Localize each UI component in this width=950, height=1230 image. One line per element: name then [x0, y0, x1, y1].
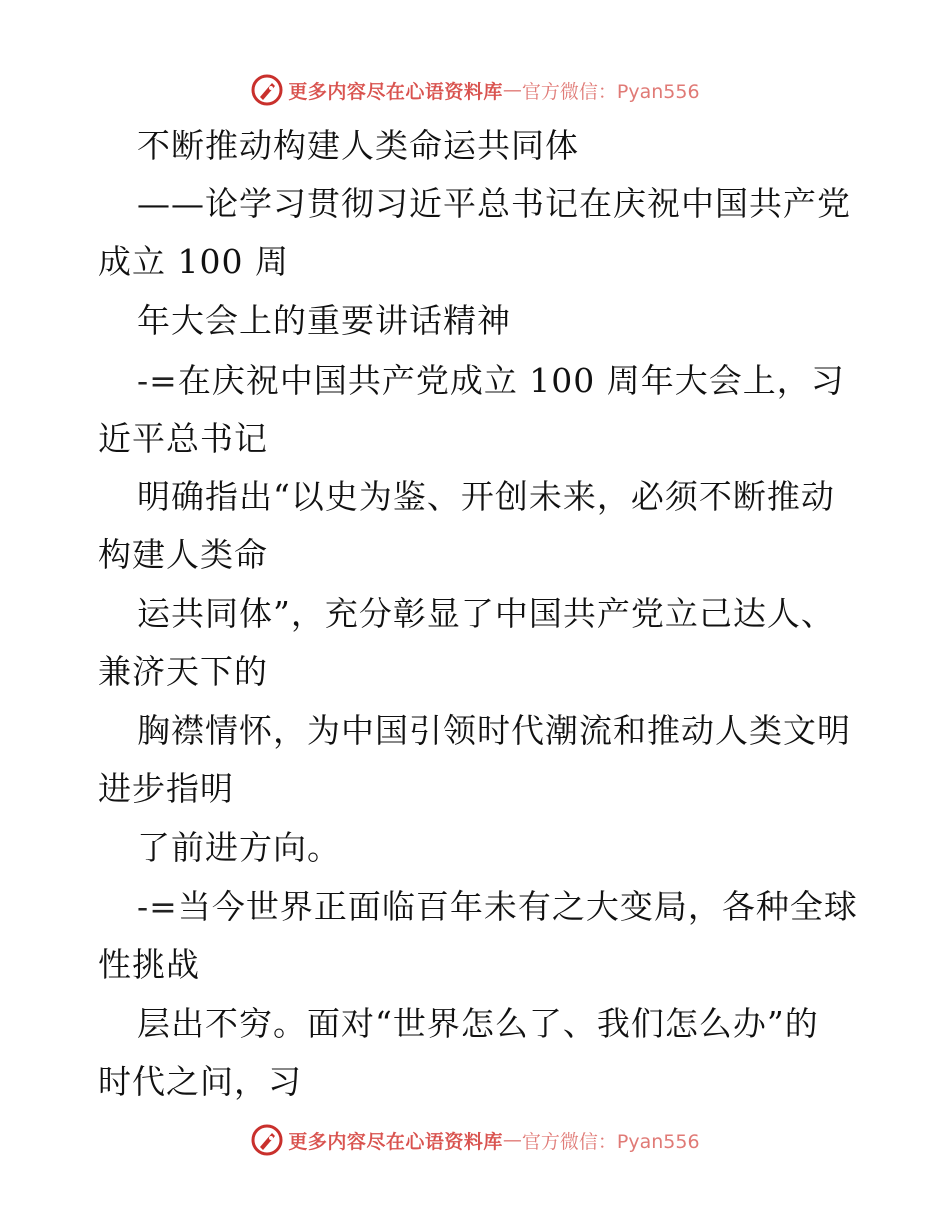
text-line: 性挑战	[98, 945, 200, 984]
text-line: 构建人类命	[98, 535, 268, 574]
text-line: 时代之问，习	[98, 1062, 302, 1101]
banner-separator: —	[502, 1129, 522, 1151]
document-title: 不断推动构建人类命运共同体	[137, 126, 579, 165]
text-line: 明确指出“以史为鉴、开创未来，必须不断推动	[137, 477, 835, 516]
text-line: 层出不穷。面对“世界怎么了、我们怎么办”的	[137, 1004, 819, 1043]
text-line: 胸襟情怀，为中国引领时代潮流和推动人类文明	[137, 711, 851, 750]
banner-contact-text: 官方微信：Pyan556	[521, 1130, 700, 1153]
pen-nib-logo-icon	[250, 1123, 284, 1157]
text-line: 当今世界正面临百年未有之大变局，各种全球	[177, 887, 858, 926]
paragraph-line	[137, 352, 845, 410]
paragraph-mark: -=	[137, 361, 178, 400]
footer-banner	[0, 1122, 950, 1158]
text-line: 成立 100 周	[98, 242, 289, 281]
header-banner	[0, 72, 950, 108]
paragraph-line	[137, 878, 858, 936]
text-line: 在庆祝中国共产党成立 100 周年大会上，习	[177, 361, 845, 400]
text-line: 进步指明	[98, 769, 234, 808]
text-line: 兼济天下的	[98, 652, 268, 691]
banner-main-text: 更多内容尽在心语资料库	[288, 1130, 503, 1153]
document-subtitle: ——论学习贯彻习近平总书记在庆祝中国共产党	[137, 184, 851, 223]
banner-separator: —	[502, 79, 522, 101]
text-line: 近平总书记	[98, 419, 268, 458]
banner-main-text: 更多内容尽在心语资料库	[288, 80, 503, 103]
pen-nib-logo-icon	[250, 73, 284, 107]
text-line: 了前进方向。	[137, 828, 341, 867]
text-line: 运共同体”，充分彰显了中国共产党立己达人、	[137, 594, 835, 633]
text-line: 年大会上的重要讲话精神	[137, 301, 511, 340]
banner-contact-text: 官方微信：Pyan556	[521, 80, 700, 103]
paragraph-mark: -=	[137, 887, 178, 926]
